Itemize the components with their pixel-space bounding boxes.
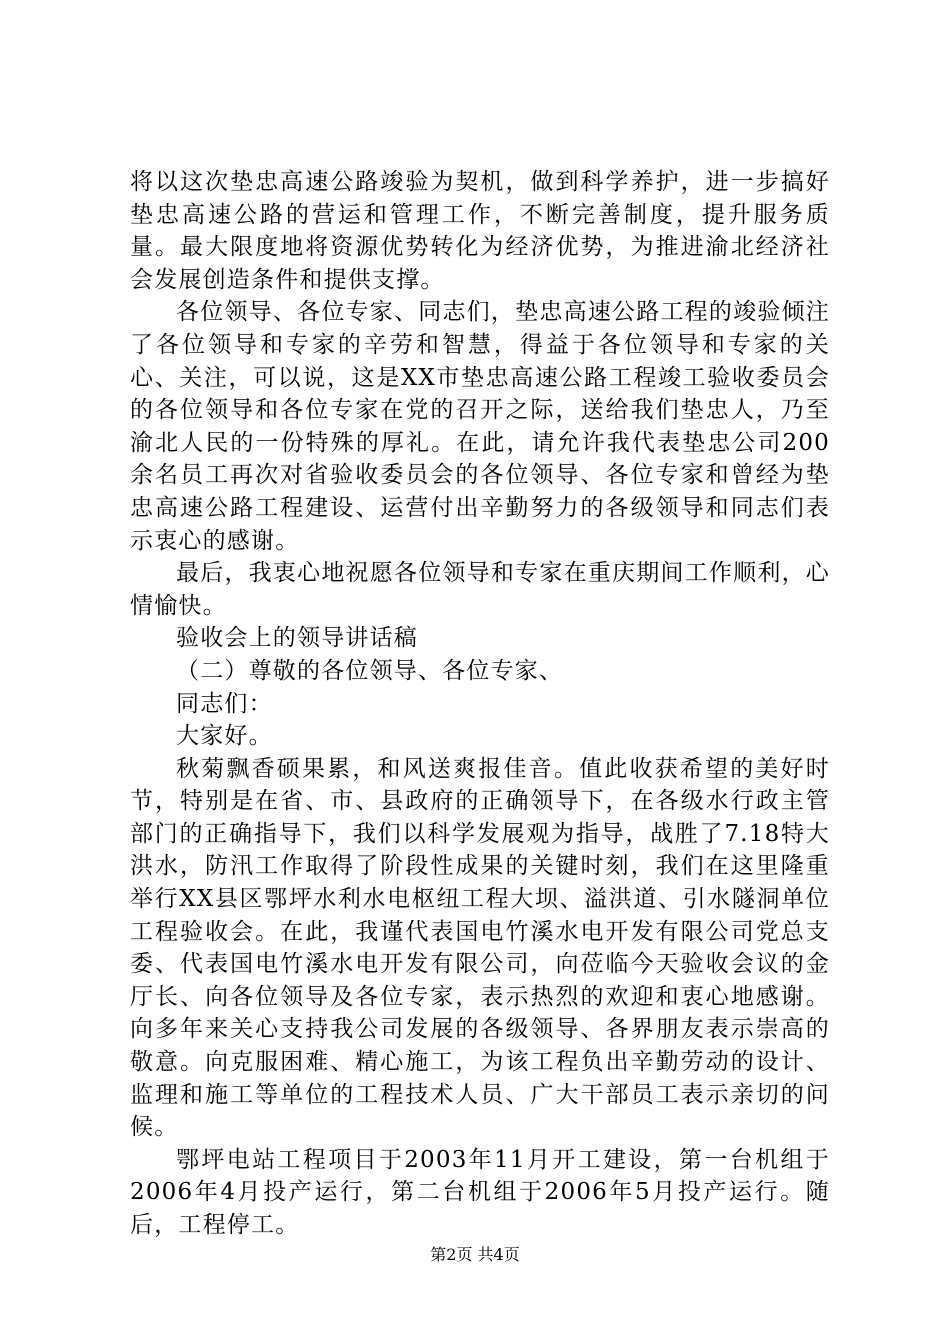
paragraph-1: 将以这次垫忠高速公路竣验为契机，做到科学养护，进一步搞好垫忠高速公路的营运和管理工作，不断完善制度，提升服务质量。最大限度地将资源优势转化为经济优势，为推进渝北经济社会发展创造条件和提供支撑。	[130, 169, 830, 293]
paragraph-3: 最后，我衷心地祝愿各位领导和专家在重庆期间工作顺利，心情愉快。	[130, 560, 830, 619]
section-title: 验收会上的领导讲话稿	[176, 625, 418, 652]
salutation-line-2: 同志们：	[176, 690, 273, 717]
document-body	[130, 166, 830, 1242]
salutation-line-1: （二）尊敬的各位领导、各位专家、	[176, 657, 564, 684]
paragraph-8: 秋菊飘香硕果累，和风送爽报佳音。值此收获希望的美好时节，特别是在省、市、县政府的正确领导下，在各级水行政主管部门的正确指导下，我们以科学发展观为指导，战胜了7.18特大洪水，防汛工作取得了阶段性成果的关键时刻，我们在这里隆重举行XX县区鄂坪水利水电枢纽工程大坝、溢洪道、引水隧洞单位工程验收会。在此，我谨代表国电竹溪水电开发有限公司党总支委、代表国电竹溪水电开发有限公司，向莅临今天验收会议的金厅长、向各位领导及各位专家，表示热烈的欢迎和衷心地感谢。向多年来关心支持我公司发展的各级领导、各界朋友表示崇高的敬意。向克服困难、精心施工，为该工程负出辛勤劳动的设计、监理和施工等单位的工程技术人员、广大干部员工表示亲切的问候。	[130, 755, 830, 1141]
page-number-footer: 第2页 共4页	[430, 1245, 520, 1264]
paragraph-9: 鄂坪电站工程项目于2003年11月开工建设，第一台机组于2006年4月投产运行，第二台机组于2006年5月投产运行。随后，工程停工。	[130, 1146, 830, 1238]
greeting: 大家好。	[176, 723, 273, 750]
paragraph-2: 各位领导、各位专家、同志们，垫忠高速公路工程的竣验倾注了各位领导和专家的辛劳和智慧，得益于各位领导和专家的关心、关注，可以说，这是XX市垫忠高速公路工程竣工验收委员会的各位领导和各位专家在党的召开之际，送给我们垫忠人，乃至渝北人民的一份特殊的厚礼。在此，请允许我代表垫忠公司200余名员工再次对省验收委员会的各位领导、各位专家和曾经为垫忠高速公路工程建设、运营付出辛勤努力的各级领导和同志们表示衷心的感谢。	[130, 299, 830, 554]
